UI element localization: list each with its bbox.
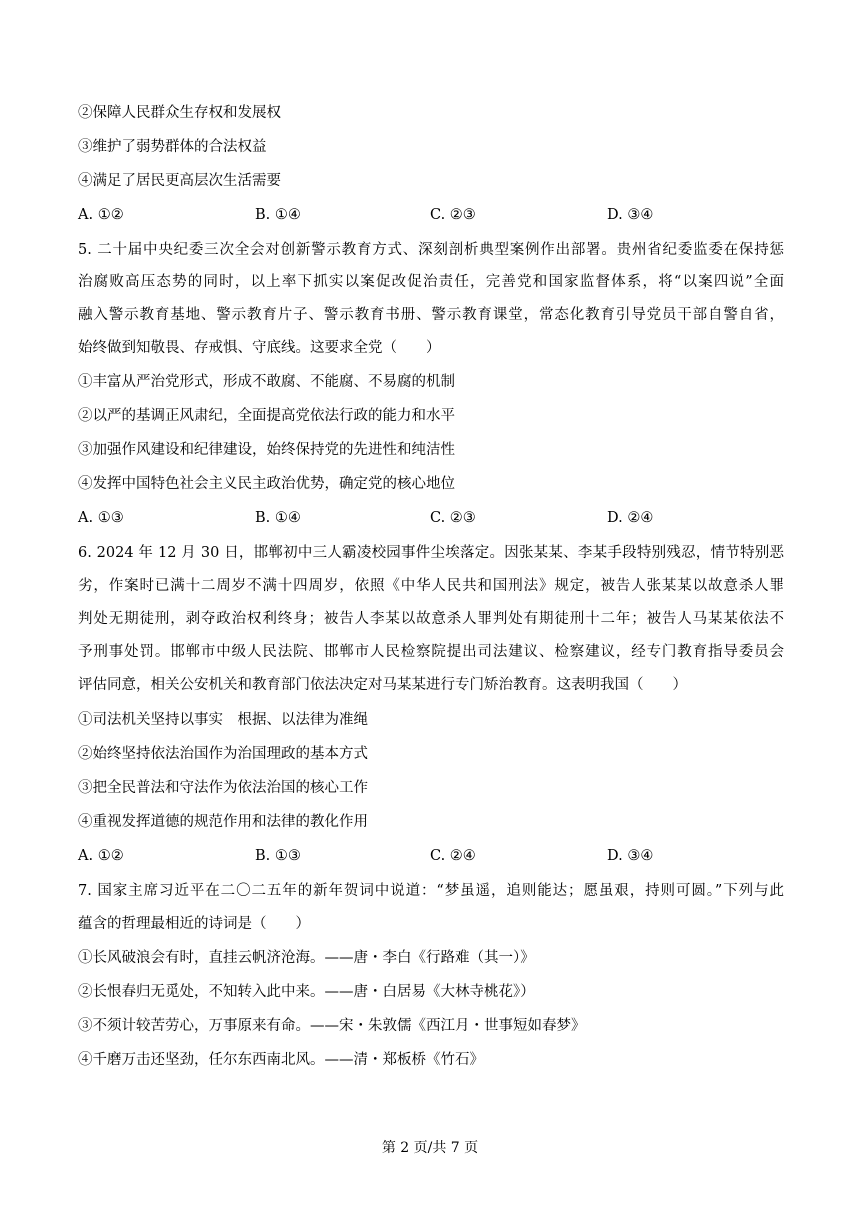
q5-choice-c: C. ②③	[430, 510, 476, 526]
q5-choice-b: B. ①④	[255, 510, 301, 526]
q6-option-1: ①司法机关坚持以事实 根据、以法律为准绳	[78, 712, 368, 728]
q6-stem-line-4: 予刑事处罚。邯郸市中级人民法院、邯郸市人民检察院提出司法建议、检察建议，经专门教育指导委员会	[78, 644, 784, 660]
q6-option-3: ③把全民普法和守法作为依法治国的核心工作	[78, 780, 368, 796]
q5-stem-line-3: 融入警示教育基地、警示教育片子、警示教育书册、警示教育课堂，常态化教育引导党员干部自警自省，	[78, 307, 784, 323]
prev-choice-c: C. ②③	[430, 207, 476, 223]
prev-choices	[78, 205, 784, 225]
q7-option-2: ②长恨春归无觅处，不知转入此中来。——唐・白居易《大林寺桃花》）	[78, 984, 535, 1000]
q6-choice-a: A. ①②	[78, 848, 124, 864]
q5-choices	[78, 508, 784, 528]
q6-stem-line-1: 6. 2024 年 12 月 30 日，邯郸初中三人霸凌校园事件尘埃落定。因张某某、李某手段特别残忍，情节特别恶	[78, 545, 784, 561]
q6-choices	[78, 846, 784, 866]
q5-choice-d: D. ②④	[607, 510, 654, 526]
q5-stem-line-4: 始终做到知敬畏、存戒惧、守底线。这要求全党（ ）	[78, 340, 441, 356]
q6-option-4: ④重视发挥道德的规范作用和法律的教化作用	[78, 814, 368, 830]
q7-stem-line-2: 蕴含的哲理最相近的诗词是（ ）	[78, 916, 310, 932]
prev-option-2: ②保障人民群众生存权和发展权	[78, 105, 281, 121]
q7-option-1: ①长风破浪会有时，直挂云帆济沧海。——唐・李白《行路难（其一）》	[78, 950, 535, 966]
q6-stem-line-3: 判处无期徒刑，剥夺政治权利终身；被告人李某以故意杀人罪判处有期徒刑十二年；被告人马某某依法不	[78, 611, 784, 627]
q5-option-1: ①丰富从严治党形式，形成不敢腐、不能腐、不易腐的机制	[78, 374, 455, 390]
q5-choice-a: A. ①③	[78, 510, 124, 526]
q6-stem-line-2: 劣，作案时已满十二周岁不满十四周岁，依照《中华人民共和国刑法》规定，被告人张某某以故意杀人罪	[78, 578, 784, 594]
q5-option-3: ③加强作风建设和纪律建设，始终保持党的先进性和纯洁性	[78, 442, 455, 458]
page-number: 第 2 页/共 7 页	[381, 1140, 479, 1156]
q7-option-4: ④千磨万击还坚劲，任尔东西南北风。——清・郑板桥《竹石》	[78, 1052, 484, 1068]
prev-choice-a: A. ①②	[78, 207, 124, 223]
q7-stem-line-1: 7. 国家主席习近平在二〇二五年的新年贺词中说道：“梦虽遥，追则能达；愿虽艰，持则可圆。”下列与此	[78, 883, 784, 899]
q7-option-3: ③不须计较苦劳心，万事原来有命。——宋・朱敦儒《西江月・世事短如春梦》	[78, 1018, 586, 1034]
q6-option-2: ②始终坚持依法治国作为治国理政的基本方式	[78, 746, 368, 762]
prev-option-3: ③维护了弱势群体的合法权益	[78, 139, 267, 155]
q5-option-4: ④发挥中国特色社会主义民主政治优势，确定党的核心地位	[78, 476, 455, 492]
q6-choice-c: C. ②④	[430, 848, 476, 864]
q5-stem-line-1: 5. 二十届中央纪委三次全会对创新警示教育方式、深刻剖析典型案例作出部署。贵州省纪委监委在保持惩	[78, 242, 784, 258]
prev-option-4: ④满足了居民更高层次生活需要	[78, 173, 281, 189]
q5-option-2: ②以严的基调正风肃纪，全面提高党依法行政的能力和水平	[78, 408, 455, 424]
q5-stem-line-2: 治腐败高压态势的同时，以上率下抓实以案促改促治责任，完善党和国家监督体系，将“以案四说”全面	[78, 274, 784, 290]
prev-choice-d: D. ③④	[607, 207, 654, 223]
prev-choice-b: B. ①④	[255, 207, 301, 223]
q6-choice-d: D. ③④	[607, 848, 654, 864]
q6-stem-line-5: 评估同意，相关公安机关和教育部门依法决定对马某某进行专门矫治教育。这表明我国（ ）	[78, 677, 687, 693]
q6-choice-b: B. ①③	[255, 848, 301, 864]
